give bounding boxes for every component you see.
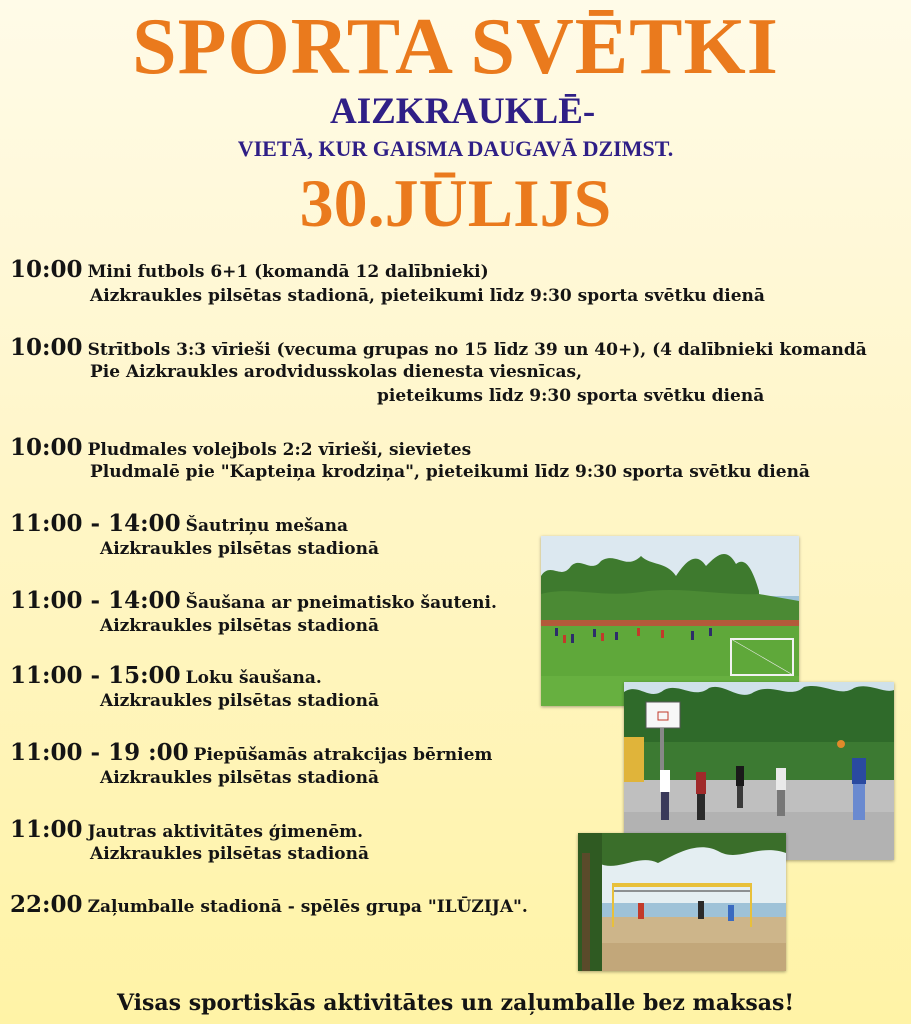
event-name: Šaušana ar pneimatisko šauteni.	[185, 593, 497, 613]
event-details: Pludmalē pie "Kapteiņa krodziņa", pieteikumi līdz 9:30 sporta svētku dienā	[90, 462, 810, 482]
location-slogan: VIETĀ, KUR GAISMA DAUGAVĀ DZIMST.	[237, 136, 674, 161]
footer-note: Visas sportiskās aktivitātes un zaļumballe bez maksas!	[116, 990, 794, 1016]
football-field-photo	[541, 536, 799, 706]
event-details: Pie Aizkraukles arodvidusskolas dienesta viesnīcas,	[90, 362, 583, 382]
schedule-item-family-activities	[10, 816, 369, 864]
event-details: Aizkraukles pilsētas stadionā	[90, 844, 369, 864]
schedule-item-mini-football	[10, 256, 765, 306]
event-details: Aizkraukles pilsētas stadionā, pieteikumi līdz 9:30 sporta svētku dienā	[90, 286, 765, 306]
event-time: 11:00 - 19 :00	[10, 739, 189, 766]
event-time: 11:00 - 14:00	[10, 587, 181, 614]
event-name: Mini futbols 6+1 (komandā 12 dalībnieki)	[87, 262, 489, 282]
event-time: 10:00	[10, 334, 83, 361]
event-name: Strītbols 3:3 vīrieši (vecuma grupas no 15 līdz 39 un 40+), (4 dalībnieki komandā	[87, 340, 867, 360]
location-heading: AIZKRAUKLĒ-	[330, 91, 596, 132]
event-name: Jautras aktivitātes ģimenēm.	[87, 822, 364, 842]
event-time: 10:00	[10, 256, 83, 283]
event-time: 11:00 - 14:00	[10, 510, 181, 537]
schedule-item-air-rifle	[10, 587, 497, 636]
beach-volleyball-photo	[578, 833, 786, 971]
event-date: 30.JŪLIJS	[299, 165, 612, 241]
event-details: Aizkraukles pilsētas stadionā	[100, 616, 379, 636]
event-details: Aizkraukles pilsētas stadionā	[100, 539, 379, 559]
event-name: Pludmales volejbols 2:2 vīrieši, sievietes	[87, 440, 472, 460]
schedule-item-inflatables	[10, 739, 493, 788]
schedule-item-beach-volleyball	[10, 434, 810, 482]
event-name: Loku šaušana.	[185, 668, 322, 688]
event-details: Aizkraukles pilsētas stadionā	[100, 768, 379, 788]
event-details: Aizkraukles pilsētas stadionā	[100, 691, 379, 711]
event-details: pieteikums līdz 9:30 sporta svētku dienā	[377, 386, 765, 406]
event-time: 22:00	[10, 891, 83, 918]
event-name: Šautriņu mešana	[185, 516, 348, 536]
event-time: 10:00	[10, 434, 83, 461]
schedule-item-dance-party	[10, 891, 528, 918]
event-time: 11:00 - 15:00	[10, 662, 181, 689]
page-title: SPORTA SVĒTKI	[132, 3, 779, 91]
event-time: 11:00	[10, 816, 83, 843]
schedule-item-streetball	[10, 334, 867, 406]
event-name: Zaļumballe stadionā - spēlēs grupa "ILŪZIJA".	[87, 897, 528, 917]
schedule-item-darts	[10, 510, 379, 559]
schedule-item-archery	[10, 662, 379, 711]
event-name: Piepūšamās atrakcijas bērniem	[193, 745, 493, 765]
